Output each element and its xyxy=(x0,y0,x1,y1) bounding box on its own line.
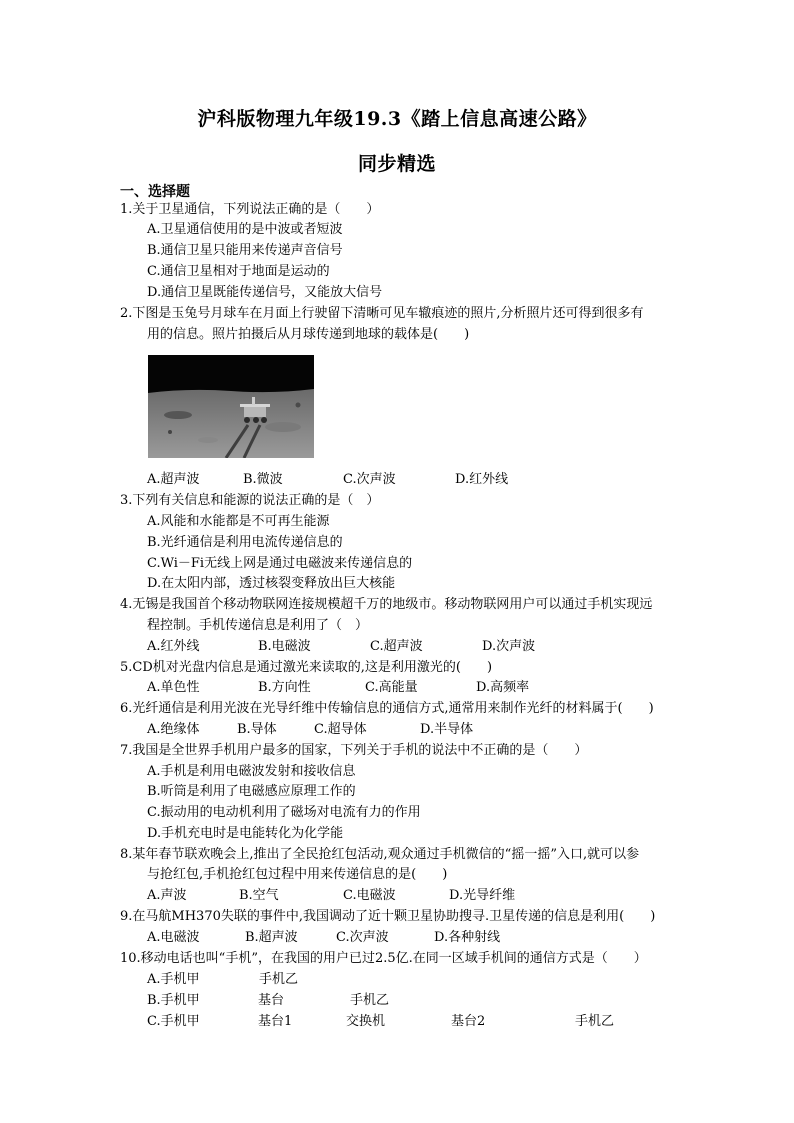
question-5-option-d: D.高频率 xyxy=(476,680,530,695)
question-1-stem: 1.关于卫星通信，下列说法正确的是（ ） xyxy=(120,202,380,217)
question-3-option-d: D.在太阳内部，透过核裂变释放出巨大核能 xyxy=(147,576,396,591)
question-3-stem: 3.下列有关信息和能源的说法正确的是（ ） xyxy=(120,493,380,508)
question-7-option-a: A.手机是利用电磁波发射和接收信息 xyxy=(147,764,356,779)
question-9-stem: 9.在马航MH370失联的事件中,我国调动了近十颗卫星协助搜寻.卫星传递的信息是利用( ) xyxy=(120,909,656,924)
question-2-stem: 2.下图是玉兔号月球车在月面上行驶留下清晰可见车辙痕迹的照片,分析照片还可得到很多有 xyxy=(120,306,644,321)
question-3-option-c: C.Wi－Fi无线上网是通过电磁波来传递信息的 xyxy=(147,556,413,571)
question-10-option-a-from: A.手机甲 xyxy=(147,972,200,987)
question-6-stem: 6.光纤通信是利用光波在光导纤维中传输信息的通信方式,通常用来制作光纤的材料属于( ) xyxy=(120,701,654,716)
question-1-option-b: B.通信卫星只能用来传递声音信号 xyxy=(147,243,343,258)
question-8-stem: 8.某年春节联欢晚会上,推出了全民抢红包活动,观众通过手机微信的“摇一摇”入口,就可以参 xyxy=(120,847,640,862)
question-2-stem-continued: 用的信息。照片拍摄后从月球传递到地球的载体是( ) xyxy=(147,327,470,342)
question-7-option-b: B.听筒是利用了电磁感应原理工作的 xyxy=(147,784,356,799)
question-8-stem-continued: 与抢红包,手机抢红包过程中用来传递信息的是( ) xyxy=(147,867,448,882)
question-4-option-a: A.红外线 xyxy=(147,639,200,654)
question-6-option-a: A.绝缘体 xyxy=(147,722,200,737)
question-5-option-c: C.高能量 xyxy=(365,680,418,695)
question-5-stem: 5.CD机对光盘内信息是通过激光来读取的,这是利用激光的( ) xyxy=(120,660,493,675)
question-9-option-b: B.超声波 xyxy=(245,930,298,945)
question-4-option-b: B.电磁波 xyxy=(258,639,311,654)
question-9-option-a: A.电磁波 xyxy=(147,930,200,945)
question-2-option-a: A.超声波 xyxy=(147,472,200,487)
question-4-stem-continued: 程控制。手机传递信息是利用了（ ） xyxy=(147,618,369,633)
question-6-option-b: B.导体 xyxy=(237,722,277,737)
question-8-option-c: C.电磁波 xyxy=(343,888,396,903)
question-10-stem: 10.移动电话也叫“手机”，在我国的用户已过2.5亿.在同一区域手机间的通信方式是（ ） xyxy=(120,951,647,966)
question-10-option-b-from: B.手机甲 xyxy=(147,993,200,1008)
question-7-option-d: D.手机充电时是电能转化为化学能 xyxy=(147,826,344,841)
document-title: 沪科版物理九年级19.3《踏上信息高速公路》 xyxy=(197,108,597,130)
question-5-option-b: B.方向性 xyxy=(258,680,311,695)
question-10-option-b-via: 基台 xyxy=(258,993,285,1008)
question-10-option-c-via-2: 基台2 xyxy=(451,1014,486,1029)
question-1-option-d: D.通信卫星既能传递信号，又能放大信号 xyxy=(147,285,383,300)
question-6-option-d: D.半导体 xyxy=(420,722,474,737)
question-9-option-d: D.各种射线 xyxy=(434,930,501,945)
question-10-option-c-to: 手机乙 xyxy=(575,1014,615,1029)
question-10-option-c-from: C.手机甲 xyxy=(147,1014,200,1029)
document-subtitle: 同步精选 xyxy=(357,153,436,175)
question-8-option-b: B.空气 xyxy=(239,888,279,903)
section-heading: 一、选择题 xyxy=(120,184,190,200)
question-10-option-b-to: 手机乙 xyxy=(350,993,390,1008)
question-10-option-c-via-1: 基台1 xyxy=(258,1014,293,1029)
question-10-option-a-to: 手机乙 xyxy=(259,972,299,987)
lunar-rover-photo xyxy=(148,355,314,458)
question-4-option-c: C.超声波 xyxy=(370,639,423,654)
question-2-option-d: D.红外线 xyxy=(455,472,509,487)
question-10-option-c-switch: 交换机 xyxy=(346,1014,386,1029)
question-5-option-a: A.单色性 xyxy=(147,680,200,695)
question-3-option-b: B.光纤通信是利用电流传递信息的 xyxy=(147,535,343,550)
question-2-option-c: C.次声波 xyxy=(343,472,396,487)
question-3-option-a: A.风能和水能都是不可再生能源 xyxy=(147,514,330,529)
question-9-option-c: C.次声波 xyxy=(336,930,389,945)
question-7-option-c: C.振动用的电动机利用了磁场对电流有力的作用 xyxy=(147,805,421,820)
question-2-option-b: B.微波 xyxy=(243,472,283,487)
question-4-stem: 4.无锡是我国首个移动物联网连接规模超千万的地级市。移动物联网用户可以通过手机实现远 xyxy=(120,597,653,612)
question-8-option-d: D.光导纤维 xyxy=(449,888,516,903)
question-4-option-d: D.次声波 xyxy=(482,639,536,654)
question-7-stem: 7.我国是全世界手机用户最多的国家，下列关于手机的说法中不正确的是（ ） xyxy=(120,743,588,758)
question-1-option-a: A.卫星通信使用的是中波或者短波 xyxy=(147,222,343,237)
question-8-option-a: A.声波 xyxy=(147,888,187,903)
question-1-option-c: C.通信卫星相对于地面是运动的 xyxy=(147,264,330,279)
question-6-option-c: C.超导体 xyxy=(314,722,367,737)
